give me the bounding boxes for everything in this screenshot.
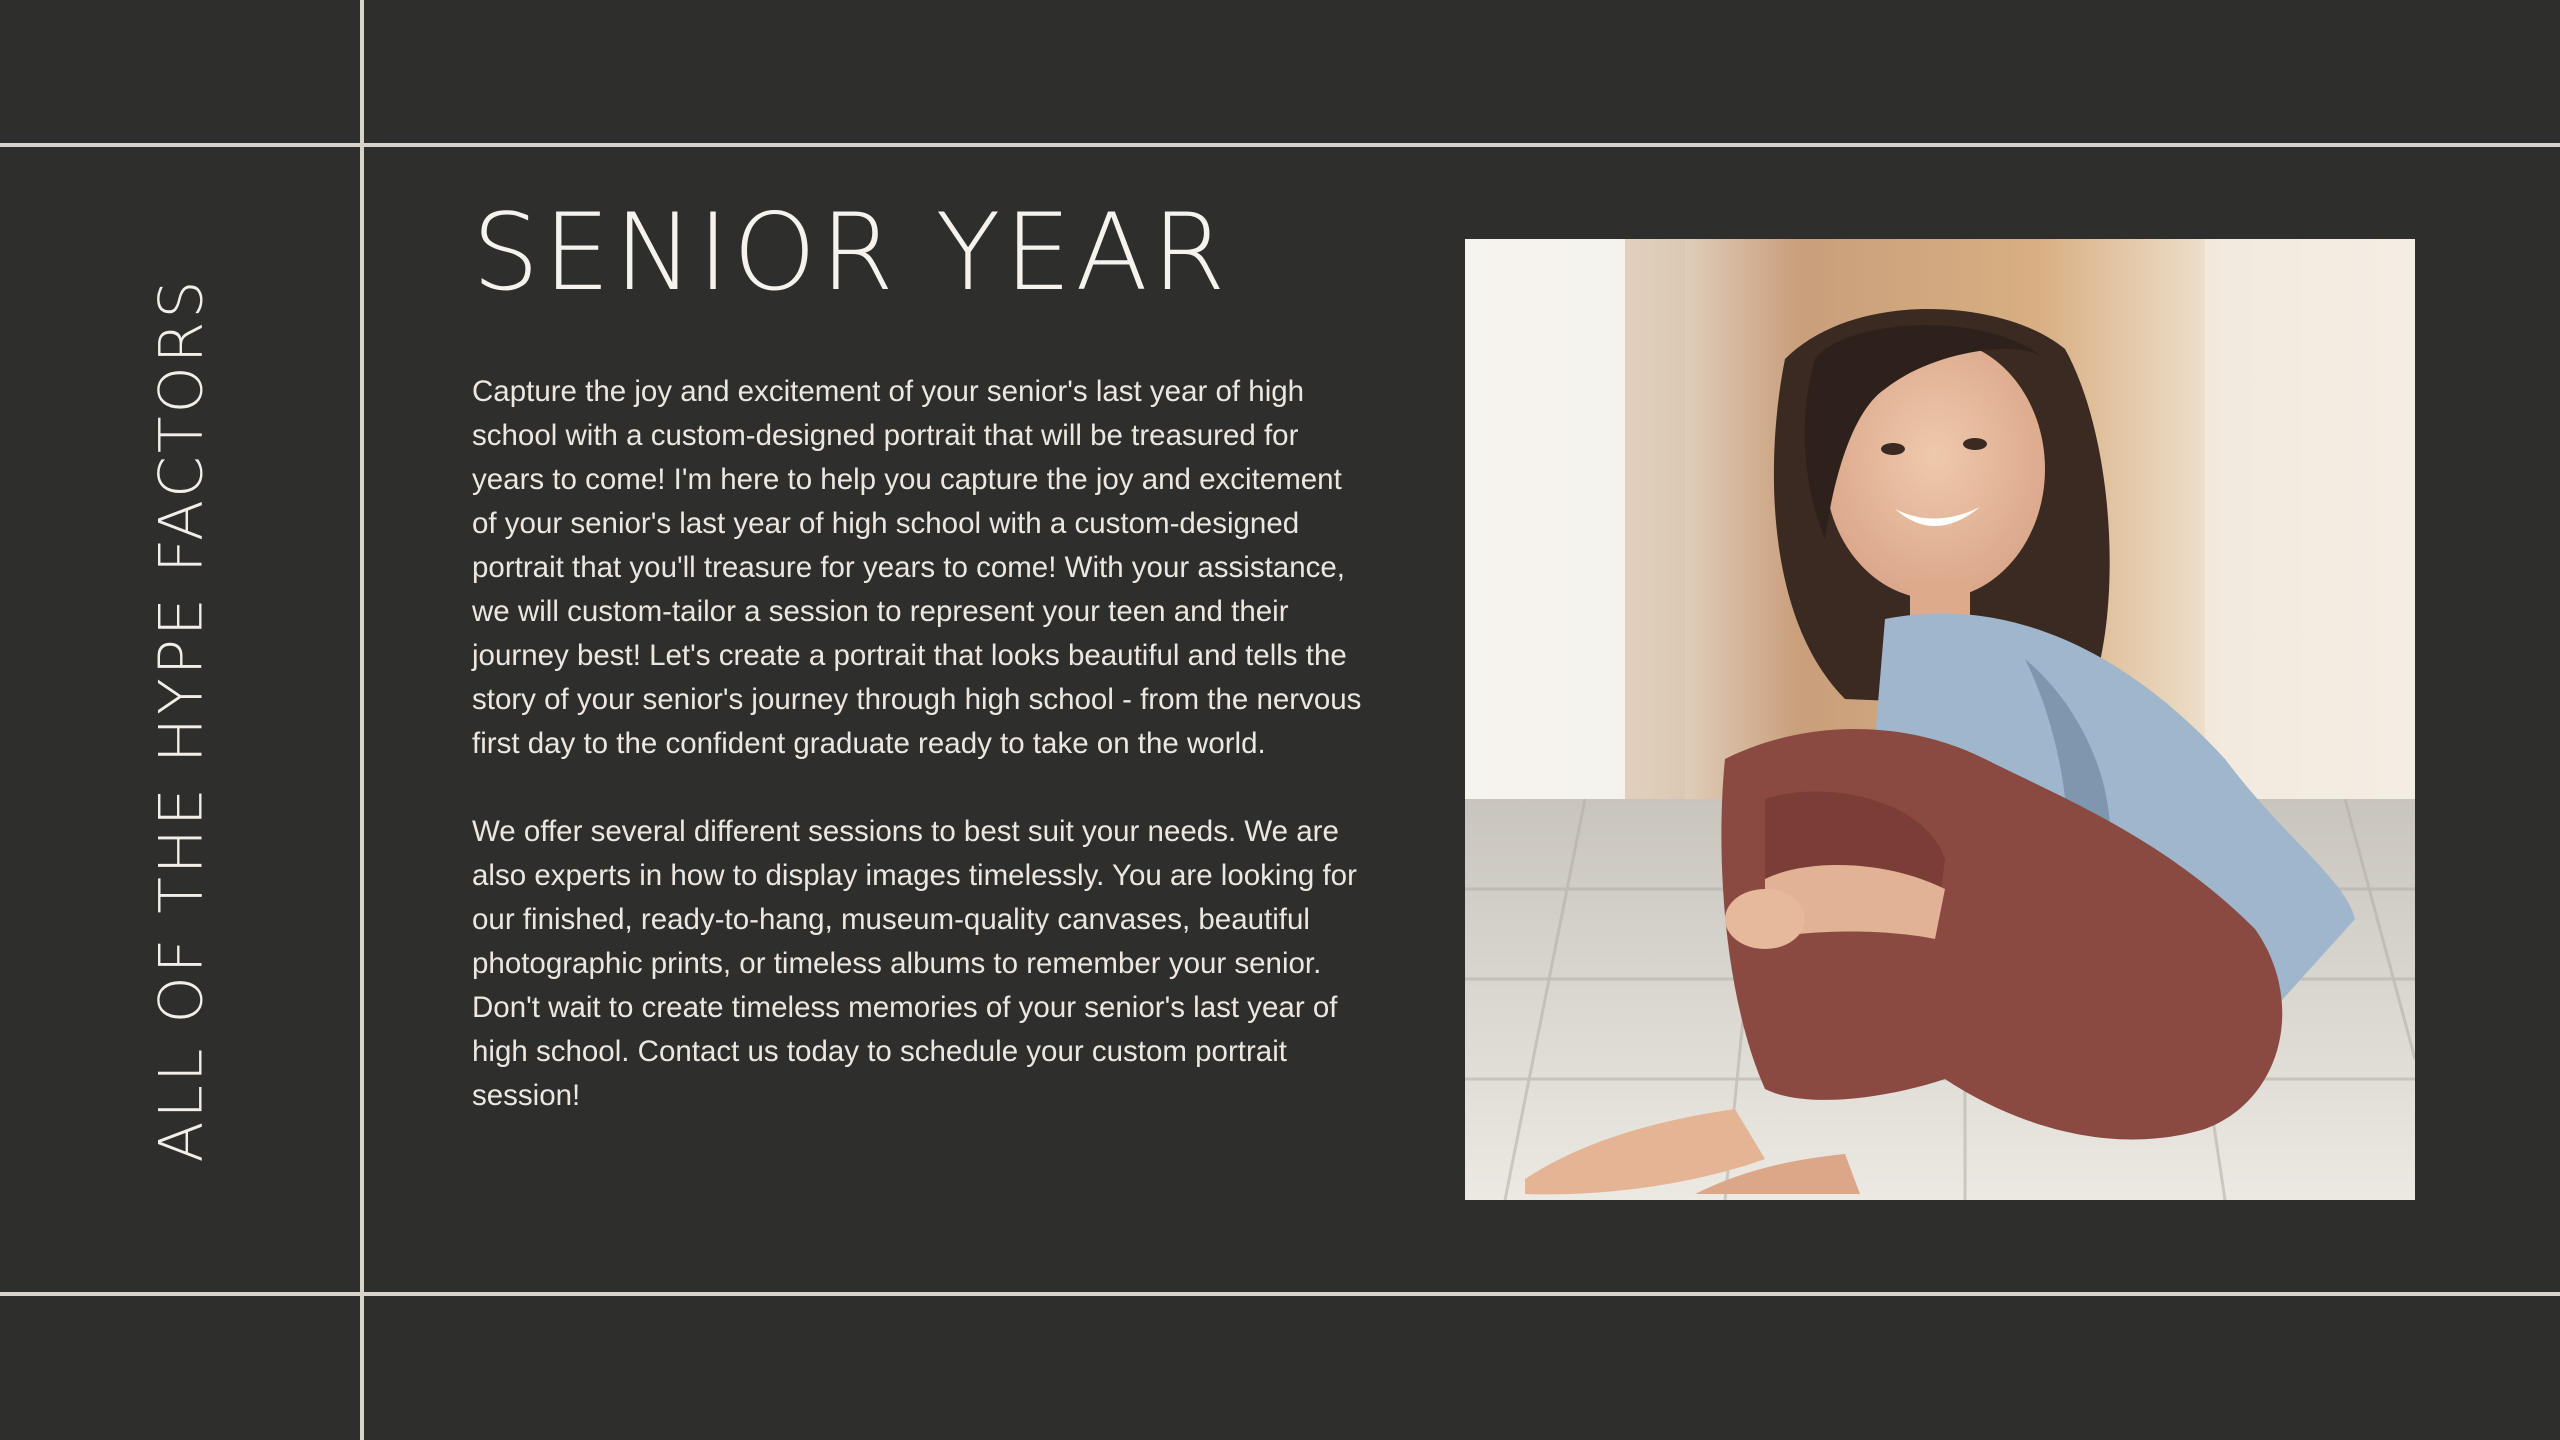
portrait-illustration (1465, 239, 2415, 1200)
paragraph-sessions: We offer several different sessions to best suit your needs. We are also experts in how to display images timelessly. You are looking for our finished, ready-to-hang, museum-quality canvases, beautiful photographic prints, or timeless albums to remember your senior. Don't wait to create timeless memories of your senior's last year of high school. Contact us today to schedule your custom portrait session! (472, 815, 1357, 1112)
body-copy (472, 370, 1372, 1162)
top-divider (0, 143, 2560, 147)
bottom-divider (0, 1292, 2560, 1296)
sidebar (0, 145, 362, 1295)
portrait-photo (1465, 239, 2415, 1200)
page-title: SENIOR YEAR (472, 191, 1230, 314)
side-title: ALL OF THE HYPE FACTORS (146, 277, 217, 1163)
paragraph-intro: Capture the joy and excitement of your senior's last year of high school with a custom-designed portrait that will be treasured for years to come! I'm here to help you capture the joy and excitement of your senior's last year of high school with a custom-designed portrait that you'll treasure for years to come! With your assistance, we will custom-tailor a session to represent your teen and their journey best! Let's create a portrait that looks beautiful and tells the story of your senior's journey through high school - from the nervous first day to the confident graduate ready to take on the world. (472, 375, 1362, 760)
